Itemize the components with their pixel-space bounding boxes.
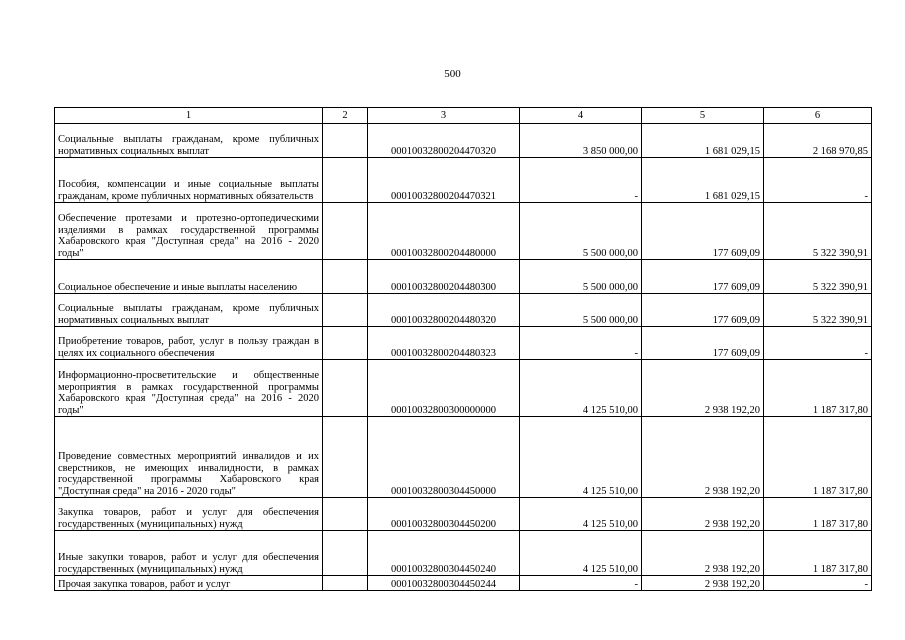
table-row xyxy=(55,203,872,260)
row-col5-cell: 177 609,09 xyxy=(642,260,764,294)
row-name-cell: Прочая закупка товаров, работ и услуг xyxy=(55,576,323,591)
row-col4-cell: 5 500 000,00 xyxy=(520,294,642,327)
row-col4-cell: - xyxy=(520,158,642,203)
row-col6-cell: - xyxy=(764,158,872,203)
row-name-cell: Информационно-просветительские и общественные мероприятия в рамках государственной программы Хабаровского края "Доступная среда" на 2016 - 2020 годы" xyxy=(55,360,323,417)
row-col2-cell xyxy=(323,576,368,591)
row-col5-cell: 2 938 192,20 xyxy=(642,417,764,498)
table-row xyxy=(55,417,872,498)
row-col4-cell: - xyxy=(520,576,642,591)
row-col2-cell xyxy=(323,360,368,417)
column-header-6: 6 xyxy=(764,108,872,124)
row-code-cell: 00010032800204480320 xyxy=(368,294,520,327)
table-row xyxy=(55,327,872,360)
table-row xyxy=(55,498,872,531)
row-col6-cell: 5 322 390,91 xyxy=(764,203,872,260)
row-col5-cell: 2 938 192,20 xyxy=(642,576,764,591)
row-col6-cell: 2 168 970,85 xyxy=(764,124,872,158)
row-name-cell: Приобретение товаров, работ, услуг в пользу граждан в целях их социального обеспечения xyxy=(55,327,323,360)
row-col5-cell: 177 609,09 xyxy=(642,203,764,260)
row-col6-cell: 1 187 317,80 xyxy=(764,531,872,576)
row-col2-cell xyxy=(323,124,368,158)
row-col4-cell: 4 125 510,00 xyxy=(520,498,642,531)
row-col2-cell xyxy=(323,294,368,327)
table-row xyxy=(55,260,872,294)
row-col4-cell: 4 125 510,00 xyxy=(520,417,642,498)
row-name-cell: Социальные выплаты гражданам, кроме публичных нормативных социальных выплат xyxy=(55,294,323,327)
row-col4-cell: 4 125 510,00 xyxy=(520,531,642,576)
row-name-cell: Закупка товаров, работ и услуг для обеспечения государственных (муниципальных) нужд xyxy=(55,498,323,531)
row-col6-cell: 5 322 390,91 xyxy=(764,294,872,327)
table-header-row xyxy=(55,108,872,124)
row-name-cell: Социальные выплаты гражданам, кроме публичных нормативных социальных выплат xyxy=(55,124,323,158)
column-header-4: 4 xyxy=(520,108,642,124)
row-code-cell: 00010032800300000000 xyxy=(368,360,520,417)
row-col4-cell: 5 500 000,00 xyxy=(520,203,642,260)
row-col2-cell xyxy=(323,327,368,360)
row-col5-cell: 1 681 029,15 xyxy=(642,124,764,158)
row-col2-cell xyxy=(323,417,368,498)
row-col6-cell: - xyxy=(764,327,872,360)
page-number: 500 xyxy=(444,68,461,80)
row-code-cell: 00010032800204470321 xyxy=(368,158,520,203)
table-row xyxy=(55,360,872,417)
row-col6-cell: - xyxy=(764,576,872,591)
row-code-cell: 00010032800304450000 xyxy=(368,417,520,498)
row-col4-cell: 4 125 510,00 xyxy=(520,360,642,417)
row-name-cell: Социальное обеспечение и иные выплаты населению xyxy=(55,260,323,294)
row-name-cell: Проведение совместных мероприятий инвалидов и их сверстников, не имеющих инвалидности, в рамках государственной программы Хабаровского края "Доступная среда" на 2016 - 2020 годы" xyxy=(55,417,323,498)
table-row xyxy=(55,158,872,203)
row-col4-cell: 5 500 000,00 xyxy=(520,260,642,294)
row-col4-cell: 3 850 000,00 xyxy=(520,124,642,158)
row-col6-cell: 5 322 390,91 xyxy=(764,260,872,294)
row-name-cell: Иные закупки товаров, работ и услуг для обеспечения государственных (муниципальных) нужд xyxy=(55,531,323,576)
row-name-cell: Обеспечение протезами и протезно-ортопедическими изделиями в рамках государственной программы Хабаровского края "Доступная среда" на 2016 - 2020 годы" xyxy=(55,203,323,260)
row-code-cell: 00010032800304450244 xyxy=(368,576,520,591)
row-col6-cell: 1 187 317,80 xyxy=(764,417,872,498)
row-col5-cell: 177 609,09 xyxy=(642,294,764,327)
row-code-cell: 00010032800304450240 xyxy=(368,531,520,576)
row-col4-cell: - xyxy=(520,327,642,360)
row-col2-cell xyxy=(323,203,368,260)
column-header-2: 2 xyxy=(323,108,368,124)
row-col2-cell xyxy=(323,260,368,294)
row-code-cell: 00010032800204480000 xyxy=(368,203,520,260)
table-row xyxy=(55,124,872,158)
row-col5-cell: 1 681 029,15 xyxy=(642,158,764,203)
row-col6-cell: 1 187 317,80 xyxy=(764,498,872,531)
row-col2-cell xyxy=(323,158,368,203)
row-code-cell: 00010032800204480323 xyxy=(368,327,520,360)
row-col2-cell xyxy=(323,531,368,576)
row-col5-cell: 2 938 192,20 xyxy=(642,498,764,531)
row-code-cell: 00010032800204480300 xyxy=(368,260,520,294)
column-header-5: 5 xyxy=(642,108,764,124)
table-row xyxy=(55,294,872,327)
row-code-cell: 00010032800304450200 xyxy=(368,498,520,531)
table-row xyxy=(55,576,872,591)
row-col2-cell xyxy=(323,498,368,531)
column-header-3: 3 xyxy=(368,108,520,124)
row-col6-cell: 1 187 317,80 xyxy=(764,360,872,417)
row-col5-cell: 2 938 192,20 xyxy=(642,360,764,417)
table-row xyxy=(55,531,872,576)
row-name-cell: Пособия, компенсации и иные социальные выплаты гражданам, кроме публичных нормативных обязательств xyxy=(55,158,323,203)
row-code-cell: 00010032800204470320 xyxy=(368,124,520,158)
row-col5-cell: 2 938 192,20 xyxy=(642,531,764,576)
budget-table xyxy=(54,107,872,591)
row-col5-cell: 177 609,09 xyxy=(642,327,764,360)
column-header-1: 1 xyxy=(55,108,323,124)
